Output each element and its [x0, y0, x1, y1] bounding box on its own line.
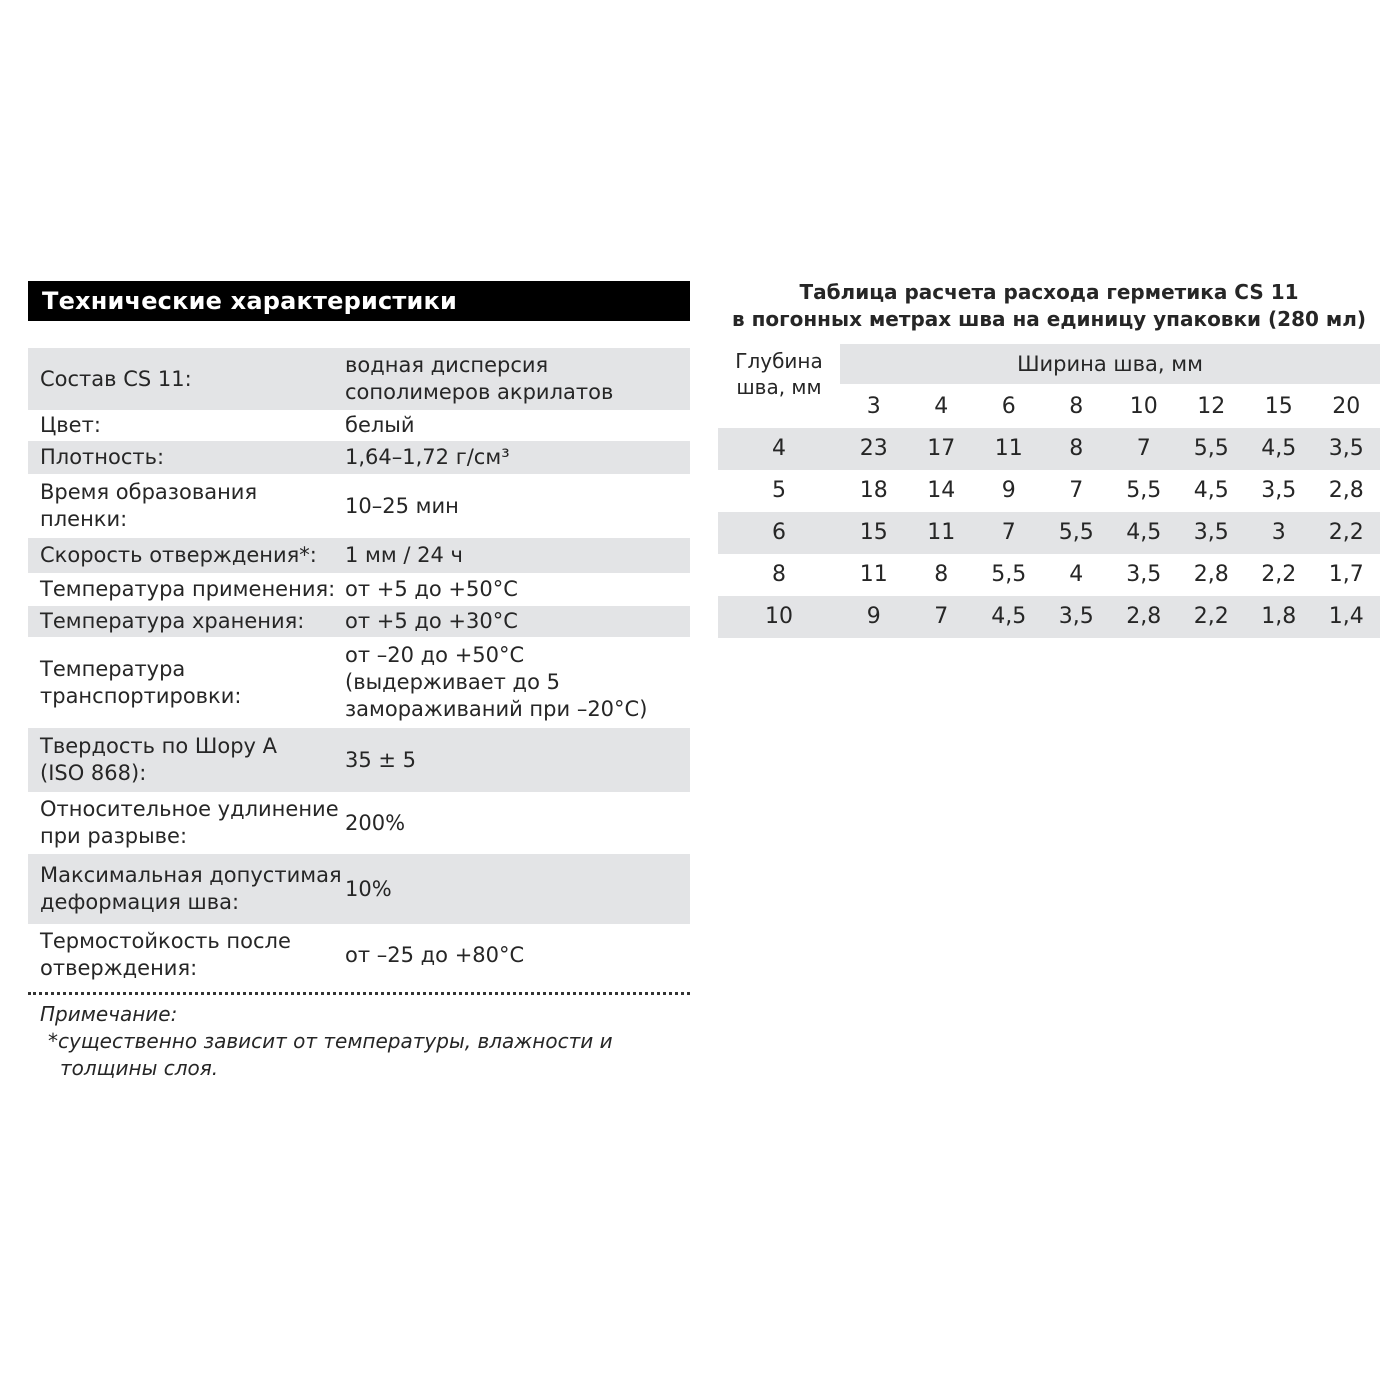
table-body [718, 428, 1380, 638]
table-header [718, 344, 1380, 428]
spec-label: Термостойкость после отверждения: [40, 929, 291, 980]
spec-value: 200% [345, 810, 406, 835]
spec-label: Максимальная допустимая деформация шва: [40, 863, 342, 914]
value-cell: 14 [927, 478, 956, 503]
value-cell: 3 [1271, 520, 1286, 545]
value-cell: 4,5 [1126, 520, 1162, 545]
width-column-header: 6 [1001, 394, 1016, 419]
spec-label: Температура хранения: [40, 609, 305, 633]
spec-label: Скорость отверждения*: [40, 543, 317, 567]
value-cell: 5,5 [991, 562, 1027, 587]
value-cell: 11 [994, 436, 1023, 461]
value-cell: 17 [927, 436, 956, 461]
value-cell: 2,2 [1328, 520, 1364, 545]
spec-row [28, 637, 690, 728]
consumption-table-section [718, 279, 1380, 638]
spec-label: Температура применения: [40, 577, 336, 601]
spec-label: Плотность: [40, 445, 165, 469]
footnote-text: *существенно зависит от температуры, влажности и толщины слоя. [48, 1029, 613, 1080]
value-cell: 3,5 [1328, 436, 1364, 461]
width-column-header: 3 [866, 394, 881, 419]
value-cell: 3,5 [1261, 478, 1297, 503]
width-header: Ширина шва, мм [840, 344, 1380, 384]
spec-value: 1 мм / 24 ч [345, 543, 463, 567]
spec-value: от +5 до +30°C [345, 609, 518, 633]
depth-cell: 6 [772, 520, 786, 545]
value-cell: 7 [934, 604, 949, 629]
value-cell: 7 [1136, 436, 1151, 461]
value-cell: 2,8 [1193, 562, 1229, 587]
spec-value: белый [345, 413, 415, 437]
value-cell: 2,2 [1193, 604, 1229, 629]
spec-row [28, 792, 690, 854]
table-row [718, 596, 1380, 638]
spec-row [28, 924, 690, 986]
value-cell: 4,5 [1193, 478, 1229, 503]
spec-row [28, 441, 690, 474]
specs-table [28, 348, 690, 986]
value-cell: 1,7 [1328, 562, 1364, 587]
depth-header: Глубина шва, мм [735, 349, 823, 399]
value-cell: 8 [934, 562, 949, 587]
depth-cell: 4 [772, 436, 786, 461]
width-column-header: 20 [1332, 394, 1361, 419]
value-cell: 3,5 [1058, 604, 1094, 629]
spec-row [28, 348, 690, 410]
value-cell: 23 [859, 436, 888, 461]
spec-label: Твердость по Шору А (ISO 868): [40, 734, 278, 785]
width-column-header: 10 [1129, 394, 1158, 419]
value-cell: 2,8 [1328, 478, 1364, 503]
spec-value: 35 ± 5 [345, 747, 417, 772]
value-cell: 11 [859, 562, 888, 587]
width-column-header: 8 [1069, 394, 1084, 419]
depth-cell: 10 [765, 604, 793, 629]
spec-value: от –25 до +80°C [345, 942, 525, 967]
spec-label: Цвет: [40, 413, 101, 437]
value-cell: 3,5 [1193, 520, 1229, 545]
value-cell: 4,5 [991, 604, 1027, 629]
consumption-title-line1: Таблица расчета расхода герметика CS 11 [799, 280, 1299, 304]
spec-row [28, 854, 690, 924]
spec-label: Температура транспортировки: [40, 656, 242, 708]
table-row [718, 554, 1380, 596]
spec-value: от –20 до +50°C (выдерживает до 5 замораживаний при –20°C) [345, 643, 648, 721]
table-row [718, 428, 1380, 470]
footnote-label: Примечание: [40, 1002, 178, 1026]
spec-value: 10% [345, 876, 392, 901]
spec-label: Время образования пленки: [40, 480, 258, 531]
spec-value: водная дисперсия сополимеров акрилатов [345, 353, 614, 404]
specs-title: Технические характеристики [28, 281, 690, 321]
spec-label: Относительное удлинение при разрыве: [40, 797, 339, 848]
value-cell: 18 [859, 478, 888, 503]
value-cell: 7 [1001, 520, 1016, 545]
width-column-header: 4 [934, 394, 949, 419]
value-cell: 4 [1069, 562, 1084, 587]
width-column-header: 15 [1264, 394, 1293, 419]
value-cell: 5,5 [1058, 520, 1094, 545]
width-column-header: 12 [1197, 394, 1226, 419]
footnote [28, 1001, 690, 1082]
spec-value: от +5 до +50°C [345, 577, 518, 601]
spec-row [28, 728, 690, 792]
value-cell: 8 [1069, 436, 1084, 461]
value-cell: 3,5 [1126, 562, 1162, 587]
value-cell: 4,5 [1261, 436, 1297, 461]
value-cell: 2,2 [1261, 562, 1297, 587]
value-cell: 1,8 [1261, 604, 1297, 629]
table-row [718, 470, 1380, 512]
spec-row [28, 474, 690, 538]
spec-value: 10–25 мин [345, 493, 459, 518]
spec-value: 1,64–1,72 г/см³ [345, 445, 510, 469]
value-cell: 5,5 [1126, 478, 1162, 503]
tech-specs-section [28, 281, 690, 1082]
table-row [718, 512, 1380, 554]
depth-cell: 8 [772, 562, 786, 587]
value-cell: 9 [866, 604, 881, 629]
spec-label: Состав CS 11: [40, 366, 192, 391]
value-cell: 1,4 [1328, 604, 1364, 629]
value-cell: 7 [1069, 478, 1084, 503]
value-cell: 9 [1001, 478, 1016, 503]
consumption-title-line2: в погонных метрах шва на единицу упаковки (280 мл) [731, 307, 1366, 331]
value-cell: 11 [927, 520, 956, 545]
spec-row [28, 538, 690, 573]
dotted-divider [28, 992, 690, 995]
spec-row [28, 573, 690, 606]
consumption-table [718, 344, 1380, 638]
value-cell: 5,5 [1193, 436, 1229, 461]
value-cell: 15 [859, 520, 888, 545]
width-column-headers [840, 386, 1380, 428]
spec-row [28, 606, 690, 637]
value-cell: 2,8 [1126, 604, 1162, 629]
spec-row [28, 410, 690, 441]
depth-cell: 5 [772, 478, 786, 503]
consumption-title [718, 279, 1380, 333]
